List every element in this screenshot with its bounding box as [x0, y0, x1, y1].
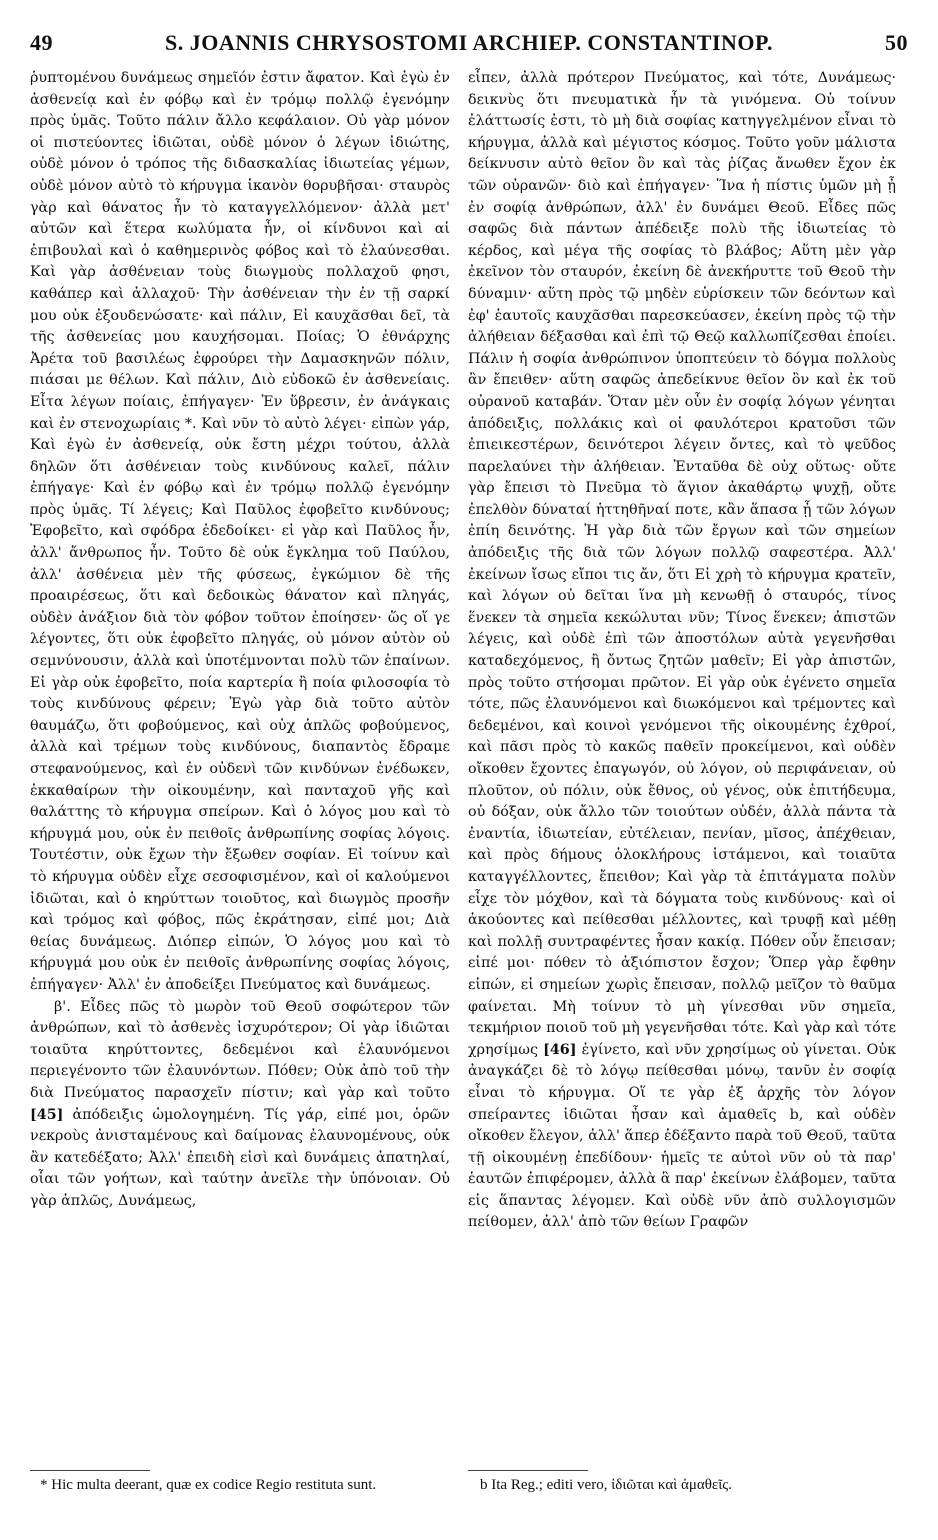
- left-paragraph-1: ῥυπτομένου δυνάμεως σημεῖόν ἐστιν ἄφατον. Καὶ ἐγὼ ἐν ἀσθενείᾳ καὶ ἐν φόβῳ καὶ ἐν τρόμῳ πολλῷ ἐγενόμην πρὸς ὑμᾶς. Τοῦτο πάλιν ἄλλο κεφάλαιον. Οὐ γὰρ μόνον οἱ πιστεύοντες ἰδιῶται, οὐδὲ μόνον ὁ λέγων ἰδιώτης, οὐδὲ μόνον ὁ τρόπος τῆς διδασκαλίας ἰδιωτείας γέμων, οὐδὲ μόνον αὐτὸ τὸ κήρυγμα ἱκανὸν θορυβῆσαι· σταυρὸς γὰρ καὶ θάνατος ἦν τὸ καταγγελλόμενον· ἀλλὰ μετ' αὐτῶν καὶ ἕτερα κωλύματα ἦν, οἱ κίνδυνοι καὶ αἱ ἐπιβουλαὶ καὶ ὁ καθημερινὸς φόβος καὶ τὸ ἐλαύνεσθαι. Καὶ γὰρ ἀσθένειαν τοὺς διωγμοὺς πολλαχοῦ φησι, καθάπερ καὶ ἀλλαχοῦ· Τὴν ἀσθένειαν τὴν ἐν τῇ σαρκί μου οὐκ ἐξουδενώσατε· καὶ πάλιν, Εἰ καυχᾶσθαι δεῖ, τὰ τῆς ἀσθενείας μου καυχήσομαι. Ποίας; Ὁ ἐθνάρχης Ἀρέτα τοῦ βασιλέως ἐφρούρει τὴν Δαμασκηνῶν πόλιν, πιάσαι με θέλων. Καὶ πάλιν, Διὸ εὐδοκῶ ἐν ἀσθενείαις. Εἶτα λέγων ποίαις, ἐπήγαγεν· Ἐν ὕβρεσιν, ἐν ἀνάγκαις καὶ ἐν στενοχωρίαις *. Καὶ νῦν τὸ αὐτὸ λέγει· εἰπὼν γάρ, Καὶ ἐγὼ ἐν ἀσθενείᾳ, οὐκ ἔστη μέχρι τούτου, ἀλλὰ δηλῶν ὅτι ἀσθένειαν τοὺς κινδύνους καλεῖ, πάλιν ἐπήγαγε· Καὶ ἐν φόβῳ καὶ ἐν τρόμῳ πολλῷ ἐγενόμην πρὸς ὑμᾶς. Τί λέγεις; Καὶ Παῦλος ἐφοβεῖτο κινδύνους; Ἐφοβεῖτο, καὶ σφόδρα ἐδεδοίκει· εἰ γὰρ καὶ Παῦλος ἦν, ἀλλ' ἄνθρωπος ἦν. Τοῦτο δὲ οὐκ ἔγκλημα τοῦ Παύλου, ἀλλ' ἀσθένεια μὲν τῆς φύσεως, ἐγκώμιον δὲ τῆς προαιρέσεως, ὅτι καὶ δεδοικὼς θάνατον καὶ πληγάς, οὐδὲν ἀνάξιον διὰ τὸν φόβον τοῦτον ἐποίησεν· ὥς οἵ γε λέγοντες, ὅτι οὐκ ἐφοβεῖτο πληγάς, οὐ μόνον αὐτὸν οὐ σεμνύνουσιν, ἀλλὰ καὶ ὑποτέμνονται πολὺ τῶν ἐπαίνων. Εἰ γὰρ οὐκ ἐφοβεῖτο, ποία καρτερία ἢ ποία φιλοσοφία τὸ τοὺς κινδύνους φέρειν; Ἐγὼ γὰρ διὰ τοῦτο αὐτὸν θαυμάζω, ὅτι φοβούμενος, καὶ οὐχ ἁπλῶς φοβούμενος, ἀλλὰ καὶ τρέμων τοὺς κινδύνους, διαπαντὸς ἔδραμε στεφανούμενος, καὶ ἐν οὐδενὶ τῶν κινδύνων ἐνέδωκεν, ἐκκαθαίρων τὴν οἰκουμένην, καὶ πανταχοῦ γῆς καὶ θαλάττης τὸ κήρυγμα σπείρων. Καὶ ὁ λόγος μου καὶ τὸ κήρυγμά μου, οὐκ ἐν πειθοῖς ἀνθρωπίνης σοφίας λόγοις. Τουτέστιν, οὐκ ἔχων τὴν ἔξωθεν σοφίαν. Εἰ τοίνυν καὶ τὸ κήρυγμα οὐδὲν εἶχε σεσοφισμένον, καὶ οἱ καλούμενοι ἰδιῶται, καὶ ὁ κηρύττων τοιοῦτος, καὶ διωγμὸς προσῆν καὶ τρόμος καὶ φόβος, πῶς ἐκράτησαν, εἰπέ μοι; Διὰ θείας δυνάμεως. Διόπερ εἰπών, Ὁ λόγος μου καὶ τὸ κήρυγμά μου οὐκ ἐν πειθοῖς ἀνθρωπίνης σοφίας λόγοις, ἐπήγαγεν· Ἀλλ' ἐν ἀποδείξει Πνεύματος καὶ δυνάμεως.: [30, 70, 450, 993]
- right-paragraph-1: [468, 68, 896, 1234]
- column-reference-46: [46]: [543, 1041, 577, 1058]
- right-paragraph-1-text-a: εἶπεν, ἀλλὰ πρότερον Πνεύματος, καὶ τότε, Δυνάμεως· δεικνὺς ὅτι πνευματικὰ ἦν τὰ γινόμενα. Οὐ τοίνυν ἐλάττωσίς ἐστι, τὸ μὴ διὰ σοφίας κατηγγελμένον εἶναι τὸ κήρυγμα, ἀλλὰ καὶ μέγιστος κόσμος. Τοῦτο γοῦν μάλιστα δείκνυσιν αὐτὸ θεῖον ὂν καὶ τὰς ῥίζας ἄνωθεν ἔχον ἐκ τῶν οὐρανῶν· διὸ καὶ ἐπήγαγεν· Ἵνα ἡ πίστις ὑμῶν μὴ ᾖ ἐν σοφίᾳ ἀνθρώπων, ἀλλ' ἐν δυνάμει Θεοῦ. Εἶδες πῶς σαφῶς διὰ πάντων ἀπέδειξε πολὺ τῆς ἰδιωτείας τὸ κέρδος, καὶ μέγα τῆς σοφίας τὸ βλάβος; Αὕτη μὲν γὰρ ἐκεῖνον τὸν σταυρόν, ἐκείνη δὲ ἀνεκήρυττε τοῦ Θεοῦ τὴν δύναμιν· αὕτη πρὸς τῷ μηδὲν εὑρίσκειν τῶν δεόντων καὶ ἐφ' ἑαυτοῖς καυχᾶσθαι παρεσκεύασεν, ἐκείνη πρὸς τῷ τὴν ἀλήθειαν δέξασθαι καὶ ἐπὶ τῷ Θεῷ καλλωπίζεσθαι ἐποίει. Πάλιν ἡ σοφία ἀνθρώπινον ὑποπτεύειν τὸ δόγμα πολλοὺς ἂν ἔπειθεν· αὕτη σαφῶς ἀπεδείκνυε θεῖον ὂν καὶ ἐκ τοῦ οὐρανοῦ καταβάν. Ὅταν μὲν οὖν ἐν σοφίᾳ λόγων γένηται ἀπόδειξις, πολλάκις καὶ οἱ φαυλότεροι κρατοῦσι τῶν ἐπιεικεστέρων, δεινότεροι λέγειν ὄντες, καὶ τὸ ψεῦδος παρελαύνει τὴν ἀλήθειαν. Ἐνταῦθα δὲ οὐχ οὕτως· οὔτε γὰρ ἔπεισι τὸ Πνεῦμα τὸ ἅγιον ἀκαθάρτῳ ψυχῇ, οὔτε ἐπελθὸν δύναταί ἡττηθῆναί ποτε, κἂν ἅπασα ᾖ τῶν λόγων ἐπίη δεινότης. Ἡ γὰρ διὰ τῶν ἔργων καὶ τῶν σημείων ἀπόδειξις τῆς διὰ τῶν λόγων πολλῷ σαφεστέρα. Ἀλλ' ἐκείνων ἴσως εἴποι τις ἄν, ὅτι Εἰ χρὴ τὸ κήρυγμα κρατεῖν, καὶ λόγων οὐ δεῖται ἵνα μὴ κενωθῇ ὁ σταυρός, τίνος ἕνεκεν τὰ σημεῖα κεκώλυται νῦν; Τίνος ἕνεκεν; ἀπιστῶν λέγεις, καὶ οὐδὲ ἐπὶ τῶν ἀποστόλων αὐτὰ γεγενῆσθαι καταδεχόμενος, ἢ ὄντως ζητῶν μαθεῖν; Εἰ γὰρ ἀπιστῶν, πρὸς τοῦτο στήσομαι πρῶτον. Εἰ γὰρ οὐκ ἐγένετο σημεῖα τότε, πῶς ἐλαυνόμενοι καὶ διωκόμενοι καὶ τρέμοντες καὶ δεδεμένοι, καὶ κοινοὶ γενόμενοι τῆς οἰκουμένης ἐχθροί, καὶ πᾶσι πρὸς τὸ κακῶς παθεῖν προκείμενοι, καὶ οὐδὲν οἴκοθεν ἔχοντες ἐπαγωγόν, οὐ λόγον, οὐ περιφάνειαν, οὐ πλοῦτον, οὐ πόλιν, οὐκ ἔθνος, οὐ γένος, οὐκ ἐπιτήδευμα, οὐ δόξαν, οὐκ ἄλλο τῶν τοιούτων οὐδέν, ἀλλὰ πάντα τὰ ἐναντία, ἰδιωτείαν, εὐτέλειαν, πενίαν, μῖσος, ἀπέχθειαν, καὶ πρὸς δήμους ὁλοκλήρους ἱστάμενοι, καὶ τοιαῦτα καταγγέλλοντες, ἔπειθον; Καὶ γὰρ τὰ ἐπιτάγματα πολὺν εἶχε τὸν μόχθον, καὶ τὰ δόγματα τοὺς κινδύνους· καὶ οἱ ἀκούοντες καὶ πείθεσθαι μέλλοντες, καὶ τρυφῇ καὶ μέθῃ καὶ πολλῇ συντραφέντες ἦσαν κακίᾳ. Πόθεν οὖν ἔπεισαν; εἰπέ μοι· πόθεν τὸ ἀξιόπιστον ἔσχον; Ὅπερ γὰρ ἔφθην εἰπών, εἰ σημείων χωρὶς ἔπεισαν, πολλῷ μεῖζον τὸ θαῦμα φαίνεται. Μὴ τοίνυν τὸ μὴ γίνεσθαι νῦν σημεῖα, τεκμήριον ποιοῦ τοῦ μὴ γεγενῆσθαι τότε. Καὶ γὰρ καὶ τότε χρησίμως: [468, 70, 896, 1058]
- left-column: [30, 68, 450, 1468]
- left-paragraph-2-text-a: β'. Εἶδες πῶς τὸ μωρὸν τοῦ Θεοῦ σοφώτερον τῶν ἀνθρώπων, καὶ τὸ ἀσθενὲς ἰσχυρότερον; Οἱ γὰρ ἰδιῶται τοιαῦτα κηρύττοντες, δεδεμένοι καὶ ἐλαυνόμενοι περιεγένοντο τῶν ἐλαυνόντων. Πόθεν; Οὐκ ἀπὸ τοῦ τὴν διὰ Πνεύματος παρασχεῖν πίστιν; καὶ γὰρ καὶ τοῦτο: [30, 998, 450, 1101]
- footnote-left: * Hic multa deerant, quæ ex codice Regio restituta sunt.: [40, 1477, 377, 1493]
- running-title: S. JOANNIS CHRYSOSTOMI ARCHIEP. CONSTANTINOP.: [165, 30, 773, 55]
- left-paragraph-2-text-b: ἀπόδειξις ὡμολογημένη. Τίς γάρ, εἰπέ μοι, ὁρῶν νεκροὺς ἀνισταμένους καὶ δαίμονας ἐλαυνομένους, οὐκ ἂν κατεδέξατο; Ἀλλ' ἐπειδὴ εἰσὶ καὶ δυνάμεις ἀπατηλαί, οἷαι τῶν γοήτων, καὶ ταύτην ἀνεῖλε τὴν ὑπόνοιαν. Οὐ γὰρ ἁπλῶς, Δυνάμεως,: [30, 1106, 450, 1209]
- right-column: [468, 68, 896, 1468]
- left-paragraph-2: [30, 997, 450, 1213]
- page-header: [30, 30, 908, 60]
- footnote-rule-left: [30, 1470, 150, 1471]
- page-number-right: 50: [885, 30, 908, 55]
- page-number-left: 49: [30, 30, 53, 55]
- footnote-rule-right: [468, 1470, 588, 1471]
- right-paragraph-1-text-b: ἐγίνετο, καὶ νῦν χρησίμως οὐ γίνεται. Οὐκ ἀναγκάζει δὲ τὸ λόγῳ πείθεσθαι μόνῳ, τανῦν ἐν σοφίᾳ εἶναι τὸ κήρυγμα. Οἵ τε γὰρ ἐξ ἀρχῆς τὸν λόγον σπείραντες ἰδιῶται ἦσαν καὶ ἀμαθεῖς b, καὶ οὐδὲν οἴκοθεν ἔλεγον, ἀλλ' ἅπερ ἐδέξαντο παρὰ τοῦ Θεοῦ, ταῦτα τῇ οἰκουμένῃ ἐπεδίδουν· ἡμεῖς τε αὐτοὶ νῦν οὐ τὰ παρ' ἑαυτῶν ἐπιφέρομεν, ἀλλὰ ἃ παρ' ἐκείνων ἐλάβομεν, ταῦτα εἰς ἅπαντας λέγομεν. Καὶ οὐδὲ νῦν ἀπὸ συλλογισμῶν πείθομεν, ἀλλ' ἀπὸ τῶν θείων Γραφῶν: [468, 1041, 896, 1231]
- footnote-right: b Ita Reg.; editi vero, ἰδιῶται καὶ ἀμαθεῖς.: [480, 1477, 732, 1493]
- column-reference-45: [45]: [30, 1106, 64, 1123]
